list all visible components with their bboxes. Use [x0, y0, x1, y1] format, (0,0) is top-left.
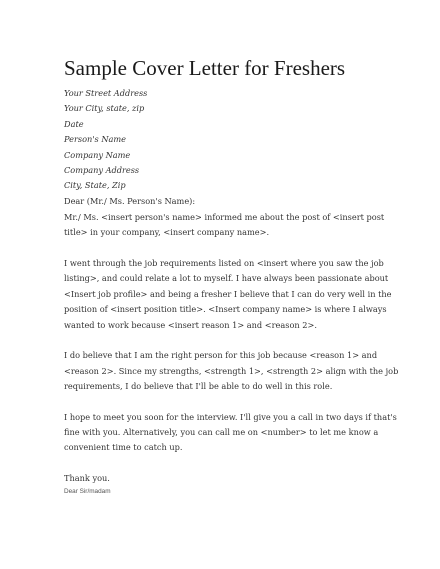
text-line: convenient time to catch up.	[64, 442, 183, 453]
paragraph-intro	[64, 210, 394, 241]
letter-title: Sample Cover Letter for Freshers	[64, 56, 346, 80]
text-line: I went through the job requirements listed on <insert where you saw the job	[64, 258, 384, 268]
recipient-company: Company Name	[64, 149, 131, 160]
address-street: Your Street Address	[64, 88, 148, 98]
address-date: Date	[64, 118, 84, 129]
paragraph-motivation	[64, 256, 394, 333]
signature-line: Dear Sir/madam	[64, 488, 111, 495]
text-line: title> in your company, <insert company name>.	[64, 227, 270, 238]
text-line: <reason 2>. Since my strengths, <strength 1>, <strength 2> align with the job	[64, 365, 399, 376]
recipient-name: Person's Name	[64, 134, 127, 145]
text-line: fine with you. Alternatively, you can call me on <number> to let me know a	[64, 427, 379, 438]
address-block	[64, 86, 195, 209]
closing-line: Thank you.	[64, 473, 110, 484]
salutation: Dear (Mr./ Ms. Person's Name):	[64, 195, 196, 206]
recipient-company-address: Company Address	[64, 165, 140, 176]
text-line: wanted to work because <insert reason 1> and <reason 2>.	[64, 319, 317, 330]
text-line: I hope to meet you soon for the interview. I'll give you a call in two days if that's	[64, 411, 397, 422]
text-line: requirements, I do believe that I'll be able to do well in this role.	[64, 381, 333, 392]
text-line: I do believe that I am the right person for this job because <reason 1> and	[64, 350, 378, 361]
text-line: listing>, and could relate a lot to myself. I have always been passionate about	[64, 273, 389, 284]
letter-body	[64, 210, 399, 486]
text-line: <Insert job profile> and being a fresher I believe that I can do very well in the	[64, 288, 392, 299]
recipient-city: City, State, Zip	[64, 180, 126, 191]
paragraph-fit	[64, 348, 399, 394]
text-line: Mr./ Ms. <insert person's name> informed me about the post of <insert post	[64, 212, 385, 222]
address-city: Your City, state, zip	[64, 103, 145, 114]
paragraph-followup	[64, 410, 397, 456]
text-line: position of <insert position title>. <Insert company name> is where I always	[64, 304, 387, 315]
